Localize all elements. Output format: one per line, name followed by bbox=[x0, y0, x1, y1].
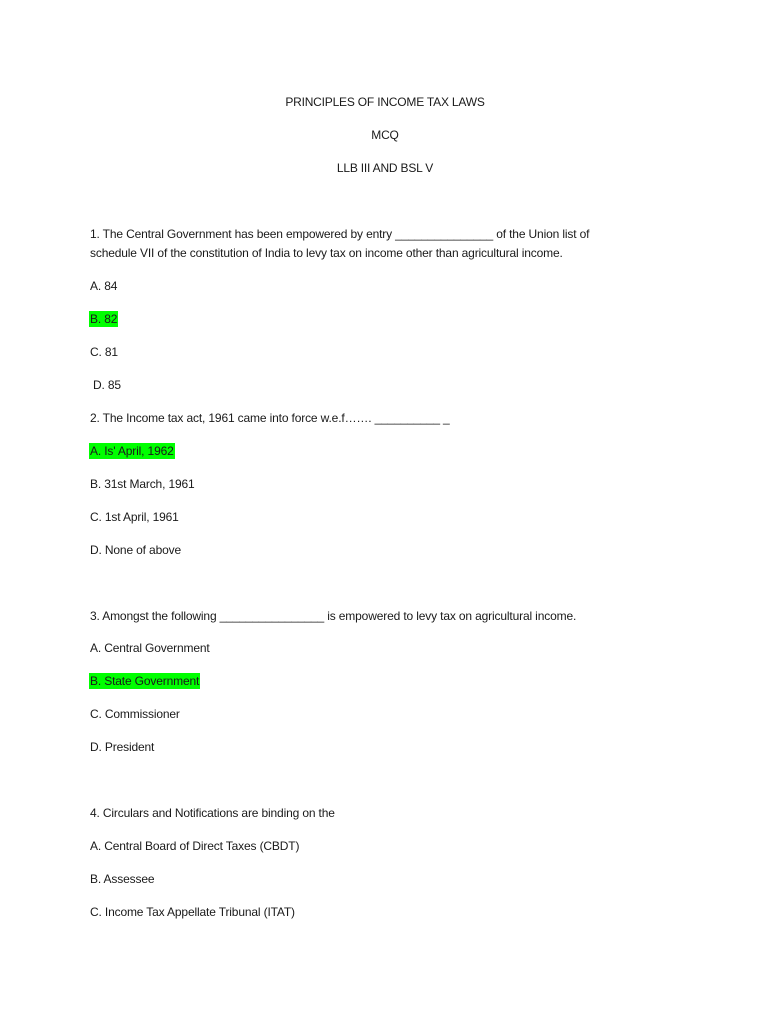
document-title: PRINCIPLES OF INCOME TAX LAWS bbox=[285, 95, 485, 109]
question-1-text-line-2: schedule VII of the constitution of India to levy tax on income other than agricultural income. bbox=[90, 246, 563, 260]
question-3-option-b bbox=[90, 674, 200, 688]
document-subtitle: MCQ bbox=[371, 128, 399, 142]
question-1-option-d: D. 85 bbox=[93, 378, 121, 392]
question-1-option-b bbox=[90, 312, 118, 326]
course-label: LLB III AND BSL V bbox=[336, 161, 434, 175]
highlighted-answer: B. State Government bbox=[90, 674, 200, 688]
question-4-text: 4. Circulars and Notifications are binding on the bbox=[90, 806, 335, 820]
question-4-option-c: C. Income Tax Appellate Tribunal (ITAT) bbox=[90, 905, 295, 919]
question-1-option-a: A. 84 bbox=[90, 279, 118, 293]
question-2-option-b: B. 31st March, 1961 bbox=[90, 477, 195, 491]
question-3-option-a: A. Central Government bbox=[90, 641, 210, 655]
highlighted-answer: A. Is' April, 1962 bbox=[90, 444, 174, 458]
question-1-option-c: C. 81 bbox=[90, 345, 118, 359]
highlighted-answer: B. 82 bbox=[90, 312, 118, 326]
question-1-text-line-1: 1. The Central Government has been empowered by entry _______________ of the Union list of bbox=[90, 227, 590, 241]
question-2-option-d: D. None of above bbox=[90, 543, 181, 557]
question-4-option-a: A. Central Board of Direct Taxes (CBDT) bbox=[90, 839, 300, 853]
question-4-option-b: B. Assessee bbox=[90, 872, 155, 886]
question-2-option-c: C. 1st April, 1961 bbox=[90, 510, 179, 524]
question-3-option-c: C. Commissioner bbox=[90, 707, 180, 721]
question-3-text: 3. Amongst the following ________________ is empowered to levy tax on agricultural income. bbox=[90, 609, 577, 623]
question-2-option-a bbox=[90, 444, 175, 458]
question-2-text: 2. The Income tax act, 1961 came into force w.e.f……. __________ _ bbox=[90, 411, 450, 425]
question-3-option-d: D. President bbox=[90, 740, 155, 754]
